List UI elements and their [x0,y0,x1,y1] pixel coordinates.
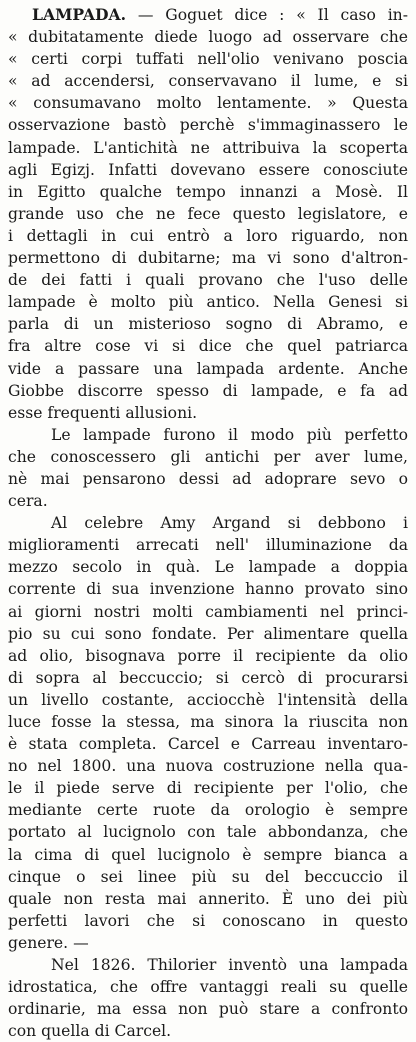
text-line [8,137,408,159]
line-text: cera. [8,492,48,511]
text-line [8,645,408,667]
line-text: Le lampade furono il modo più perfetto [51,425,408,444]
line-text: miglioramenti arrecati nell' illuminazione da [8,536,408,555]
line-text: ordinarie, ma essa non può stare a confronto [8,1000,408,1019]
line-text: osservazione bastò perchè s'immaginassero le [8,116,408,135]
text-line [8,468,408,490]
line-text: genere. — [8,933,89,952]
line-text: « dubitatamente diede luogo ad osservare che [8,28,408,47]
line-text: quale non resta mai annerito. È uno dei più [8,889,408,908]
line-text: vide a passare una lampada ardente. Anche [8,359,408,378]
line-text: nè mai pensarono dessi ad adoprare sevo o [8,469,408,488]
line-text: con quella di Carcel. [8,1022,172,1041]
text-line [8,932,408,954]
text-line [8,711,408,733]
line-text: mediante certe ruote da orologio è sempre [8,801,408,820]
article-page [8,4,408,1041]
text-line [8,799,408,821]
text-line [8,910,408,932]
text-line [8,534,408,556]
text-line [8,844,408,866]
text-line [8,380,408,402]
article-body [8,4,408,1042]
text-line [8,313,408,335]
line-text: la cima di quel lucignolo è sempre bianca a [8,845,408,864]
text-line [8,623,408,645]
text-line [8,578,408,600]
text-line [8,512,408,534]
line-text: de dei fatti i quali provano che l'uso delle [8,271,408,290]
text-line [8,1020,408,1042]
line-text: mezzo secolo in quà. Le lampade a doppia [8,558,408,577]
text-line [8,733,408,755]
line-text: corrente di sua invenzione hanno provato sino [8,580,408,599]
line-text: è stata completa. Carcel e Carreau inventaro- [8,735,408,754]
text-line [8,689,408,711]
line-text: « ad accendersi, conservavano il lume, e si [8,72,408,91]
text-line [8,159,408,181]
text-line [8,335,408,357]
line-text: di sopra al beccuccio; si cercò di procurarsi [8,668,408,687]
line-text: i dettagli in cui entrò a loro riguardo, non [8,226,408,245]
text-line [8,92,408,114]
text-line [8,358,408,380]
line-text: lampade. L'antichità ne attribuiva la scoperta [8,138,408,157]
line-text: perfetti lavori che si conoscano in questo [8,911,408,930]
line-text: esse frequenti allusioni. [8,403,198,422]
text-line [8,976,408,998]
paragraph [8,512,408,954]
text-line [8,4,408,26]
text-line [8,755,408,777]
text-line [8,225,408,247]
line-text: « consumavano molto lentamente. » Questa [8,94,408,113]
line-text: no nel 1800. una nuova costruzione nella qua- [8,757,408,776]
headword: LAMPADA. [32,5,127,24]
line-text: — Goguet dice : « Il caso in- [137,6,408,24]
text-line [8,601,408,623]
text-line [8,70,408,92]
text-line [8,954,408,976]
line-text: le il piede serve di recipiente per l'olio, che [8,779,408,798]
line-text: in Egitto qualche tempo innanzi a Mosè. Il [8,182,408,201]
line-text: ad olio, bisognava porre il recipiente da olio [8,646,408,665]
text-line [8,269,408,291]
text-line [8,26,408,48]
text-line [8,446,408,468]
text-line [8,667,408,689]
text-line [8,998,408,1020]
line-text: cinque o sei linee più su del beccuccio il [8,867,408,886]
line-text: luce fosse la stessa, ma sinora la riuscita non [8,713,408,731]
text-line [8,821,408,843]
line-text: un livello costante, acciocchè l'intensità della [8,690,408,709]
line-text: portato al lucignolo con tale abbondanza, che [8,823,408,842]
paragraph [8,424,408,512]
text-line [8,888,408,910]
line-text: grande uso che ne fece questo legislatore, e [8,204,408,223]
line-text: idrostatica, che offre vantaggi reali su quelle [8,978,408,997]
text-line [8,424,408,446]
line-text: lampade è molto più antico. Nella Genesi si [8,293,408,312]
line-text: fra altre cose vi si dice che quel patriarca [8,337,408,356]
line-text: che conoscessero gli antichi per aver lume, [8,447,408,466]
text-line [8,181,408,203]
line-text: agli Egizj. Infatti dovevano essere conosciute [8,160,408,179]
line-text: permettono di dubitarne; ma vi sono d'altron- [8,249,408,268]
text-line [8,114,408,136]
line-text: Nel 1826. Thilorier inventò una lampada [51,956,408,975]
line-text: parla di un misterioso sogno di Abramo, e [8,315,408,334]
text-line [8,291,408,313]
text-line [8,866,408,888]
text-line [8,402,408,424]
paragraph [8,4,408,424]
line-text: ai giorni nostri molti cambiamenti nel princi- [8,602,408,621]
text-line [8,247,408,269]
line-text: « certi corpi tuffati nell'olio venivano poscia [8,50,408,69]
text-line [8,777,408,799]
line-text: Giobbe discorre spesso di lampade, e fa ad [8,381,408,400]
text-line [8,48,408,70]
paragraph [8,954,408,1042]
text-line [8,556,408,578]
text-line [8,490,408,512]
line-text: Al celebre Amy Argand si debbono i [51,514,408,533]
line-text: pio su cui sono fondate. Per alimentare quella [8,624,408,643]
text-line [8,203,408,225]
